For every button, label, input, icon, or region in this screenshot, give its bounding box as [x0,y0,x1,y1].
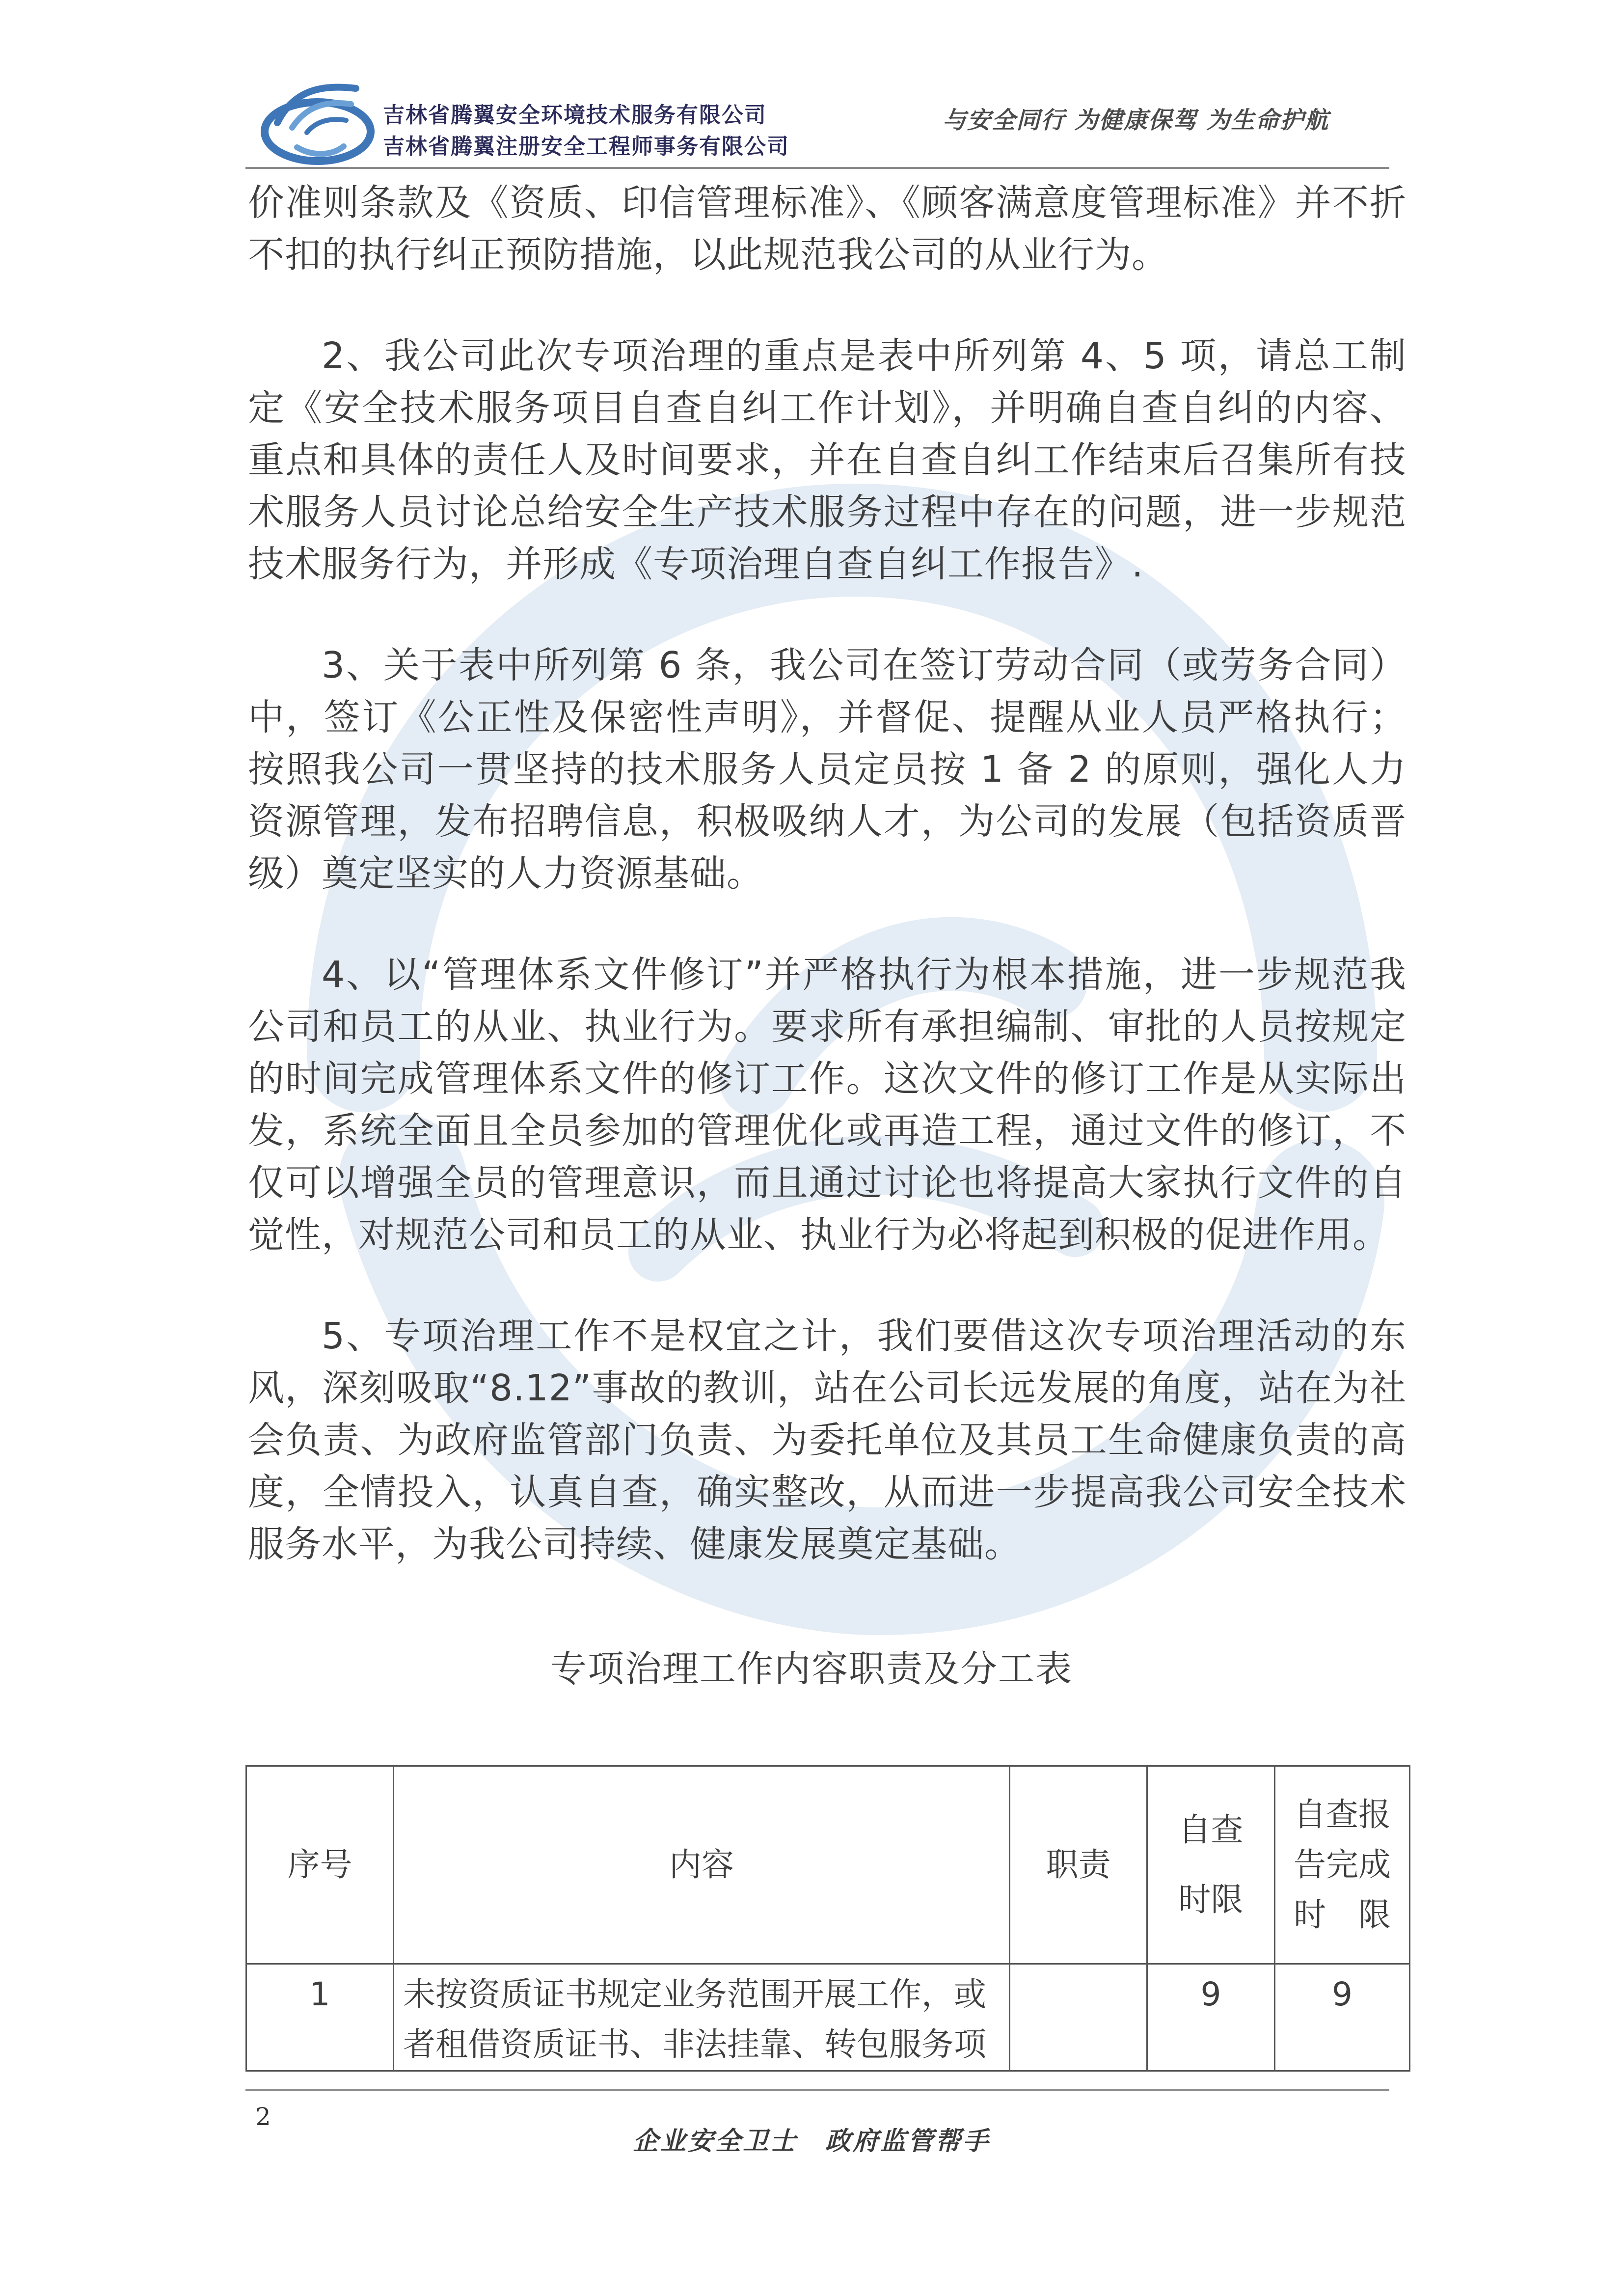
header-self-check-deadline: 自查 时限 [1147,1766,1275,1964]
company-logo-icon [258,74,378,167]
paragraph-item-5: 5、专项治理工作不是权宜之计，我们要借这次专项治理活动的东风，深刻吸取“8.12”事故的教训，站在公司长远发展的角度，站在为社会负责、为政府监管部门负责、为委托单位及其员工生命健康负责的高度，全情投入，认真自查，确实整改，从而进一步提高我公司安全技术服务水平，为我公司持续、健康发展奠定基础。 [248,1315,1407,1565]
cell-self-check: 9 [1147,1964,1275,2071]
table-row [246,1964,1410,2071]
page-number: 2 [255,2103,271,2131]
footer-slogan: 企业安全卫士 政府监管帮手 [632,2127,990,2156]
header-divider [245,167,1389,169]
company-name-primary: 吉林省腾翼安全环境技术服务有限公司 [383,103,767,128]
cell-report: 9 [1275,1964,1410,2071]
paragraph-continuation: 价准则条款及《资质、印信管理标准》、《顾客满意度管理标准》并不折不扣的执行纠正预防措施，以此规范我公司的从业行为。 [248,182,1407,276]
table-header-row [246,1766,1410,1964]
header-seq: 序号 [246,1766,394,1964]
header-duty: 职责 [1010,1766,1147,1964]
cell-content: 未按资质证书规定业务范围开展工作，或者租借资质证书、非法挂靠、转包服务项 [394,1964,1010,2071]
header-slogan: 与安全同行 为健康保驾 为生命护航 [943,107,1329,134]
paragraph-item-2: 2、我公司此次专项治理的重点是表中所列第 4、5 项，请总工制定《安全技术服务项目自查自纠工作计划》，并明确自查自纠的内容、重点和具体的责任人及时间要求，并在自查自纠工作结束后召集所有技术服务人员讨论总给安全生产技术服务过程中存在的问题，进一步规范技术服务行为，并形成《专项治理自查自纠工作报告》. [248,335,1407,585]
cell-seq: 1 [246,1964,394,2071]
header-report-deadline: 自查报 告完成 时 限 [1275,1766,1410,1964]
duty-assignment-table [245,1765,1410,2072]
letterhead [0,0,1623,167]
document-body [248,177,1407,1570]
footer-divider [245,2089,1389,2091]
paragraph-item-4: 4、以“管理体系文件修订”并严格执行为根本措施，进一步规范我公司和员工的从业、执业行为。要求所有承担编制、审批的人员按规定的时间完成管理体系文件的修订工作。这次文件的修订工作是从实际出发，系统全面且全员参加的管理优化或再造工程，通过文件的修订，不仅可以增强全员的管理意识，而且通过讨论也将提高大家执行文件的自觉性，对规范公司和员工的从业、执业行为必将起到积极的促进作用。 [248,954,1407,1256]
paragraph-item-3: 3、关于表中所列第 6 条，我公司在签订劳动合同（或劳务合同）中，签订《公正性及保密性声明》，并督促、提醒从业人员严格执行；按照我公司一贯坚持的技术服务人员定员按 1 备 2 的原则，强化人力资源管理，发布招聘信息，积极吸纳人才，为公司的发展（包括资质晋级）奠定坚实的人力资源基础。 [248,644,1407,895]
cell-duty [1010,1964,1147,2071]
company-name-secondary: 吉林省腾翼注册安全工程师事务有限公司 [383,134,789,159]
table-title: 专项治理工作内容职责及分工表 [550,1648,1073,1690]
header-content: 内容 [394,1766,1010,1964]
